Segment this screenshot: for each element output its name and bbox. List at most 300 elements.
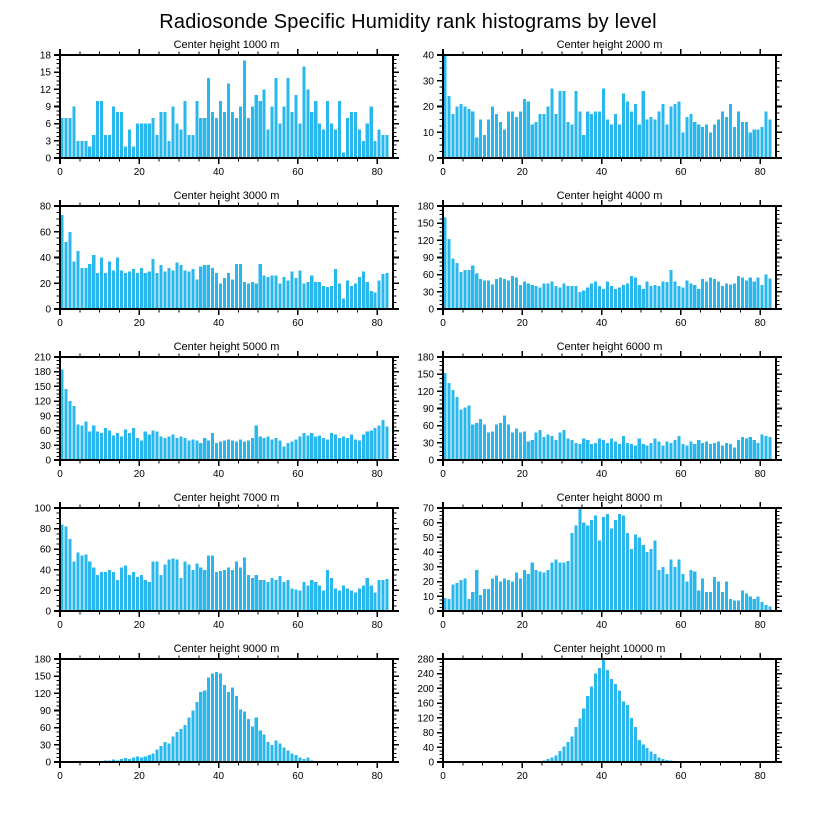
bar: [685, 280, 688, 309]
bar: [191, 711, 194, 763]
bar: [650, 549, 653, 611]
bar: [326, 101, 329, 158]
y-tick-label: 80: [422, 728, 434, 740]
bar: [84, 554, 87, 611]
bar: [761, 285, 764, 309]
bar: [152, 431, 155, 460]
bar: [350, 286, 353, 309]
bar: [322, 286, 325, 309]
bar: [215, 572, 218, 611]
bar: [275, 740, 278, 762]
y-tick-label: 3: [45, 136, 51, 148]
bar: [322, 438, 325, 460]
bar: [594, 515, 597, 611]
bar: [558, 562, 561, 611]
bar: [614, 520, 617, 611]
bar: [227, 439, 230, 460]
x-tick-label: 40: [213, 620, 225, 631]
bar: [626, 443, 629, 460]
bar: [673, 567, 676, 611]
bar: [590, 520, 593, 611]
bar: [578, 112, 581, 158]
bar: [148, 435, 151, 461]
bar: [374, 292, 377, 309]
bar: [570, 286, 573, 309]
bar: [515, 278, 518, 309]
bar: [479, 595, 482, 611]
plot-frame: [443, 659, 776, 762]
bar: [721, 286, 724, 309]
bar: [570, 125, 573, 158]
bar: [551, 562, 554, 611]
bar: [370, 107, 373, 159]
bar: [606, 443, 609, 460]
bar: [606, 119, 609, 158]
subplot-title: Center height 10000 m: [553, 643, 666, 655]
bar: [646, 748, 649, 762]
minor-ticks: [57, 52, 397, 162]
bar: [271, 107, 274, 159]
bar: [511, 582, 514, 611]
bar: [717, 119, 720, 158]
bar: [144, 273, 147, 309]
bar: [499, 582, 502, 611]
bar: [554, 286, 557, 309]
bar: [259, 264, 262, 309]
bar: [701, 443, 704, 460]
bar: [543, 437, 546, 460]
bar: [255, 717, 258, 762]
x-tick-label: 60: [292, 167, 304, 178]
bar: [207, 555, 210, 611]
bar: [638, 125, 641, 158]
bar: [586, 287, 589, 309]
bar: [554, 440, 557, 460]
histogram-plot: [0, 490, 408, 641]
bar: [104, 428, 107, 460]
bar: [76, 141, 79, 158]
bar: [338, 101, 341, 158]
bar: [199, 267, 202, 309]
bar: [267, 129, 270, 158]
bar: [64, 527, 67, 611]
bar: [152, 562, 155, 611]
bar: [677, 560, 680, 612]
bar: [282, 446, 285, 460]
bar: [598, 438, 601, 460]
bar: [443, 598, 446, 611]
bar: [594, 443, 597, 460]
bar: [72, 406, 75, 460]
bar: [267, 742, 270, 762]
subplot-center-height-8000-m: [408, 490, 816, 641]
minor-ticks: [57, 354, 397, 464]
minor-ticks: [440, 656, 780, 766]
bar: [124, 566, 127, 611]
bar: [650, 443, 653, 460]
bar: [366, 124, 369, 158]
bar: [168, 744, 171, 762]
bar: [318, 435, 321, 460]
bar: [187, 565, 190, 611]
bar: [247, 575, 250, 611]
bar: [342, 436, 345, 460]
bar: [558, 751, 561, 762]
bar: [558, 91, 561, 158]
histogram-plot: [408, 339, 816, 490]
bar: [124, 147, 127, 158]
bar: [326, 287, 329, 309]
bar: [515, 429, 518, 460]
y-tick-label: 0: [428, 455, 434, 467]
y-tick-label: 0: [45, 153, 51, 165]
bar: [263, 89, 266, 158]
bar: [378, 281, 381, 309]
bar: [124, 273, 127, 309]
bar: [467, 270, 470, 309]
subplot-title: Center height 6000 m: [556, 341, 663, 353]
bar: [271, 439, 274, 460]
bar: [183, 725, 186, 762]
bar: [318, 124, 321, 158]
bar: [370, 431, 373, 460]
y-tick-label: 60: [39, 544, 51, 556]
bar: [255, 283, 258, 309]
x-tick-label: 40: [213, 469, 225, 480]
bar: [447, 239, 450, 309]
bar: [124, 430, 127, 460]
bar: [386, 579, 389, 611]
bar: [610, 679, 613, 762]
bar: [294, 755, 297, 762]
bar: [267, 277, 270, 309]
bar: [475, 137, 478, 158]
x-tick-label: 80: [371, 469, 383, 480]
bar: [156, 135, 159, 158]
bar: [665, 282, 668, 309]
bar: [547, 107, 550, 159]
bar: [215, 443, 218, 460]
bar: [685, 582, 688, 611]
bars: [443, 508, 771, 611]
minor-ticks: [57, 656, 397, 766]
bar: [646, 282, 649, 309]
bar: [302, 433, 305, 460]
bar: [741, 278, 744, 309]
bar: [223, 685, 226, 762]
bar: [338, 283, 341, 309]
bar: [590, 687, 593, 762]
bar: [92, 255, 95, 309]
bar: [164, 272, 167, 309]
bar: [523, 431, 526, 460]
y-tick-label: 90: [422, 253, 434, 264]
bar: [769, 119, 772, 158]
bar: [370, 291, 373, 309]
bar: [630, 444, 633, 460]
bar: [634, 278, 637, 309]
bar: [72, 107, 75, 159]
bar: [183, 562, 186, 611]
subplot-title: Center height 3000 m: [173, 190, 280, 202]
bar: [334, 269, 337, 309]
bar: [136, 124, 139, 158]
y-tick-label: 0: [45, 304, 51, 316]
x-tick-label: 80: [371, 620, 383, 631]
bar: [610, 286, 613, 309]
bar: [662, 446, 665, 460]
bar: [741, 437, 744, 460]
y-tick-label: 6: [45, 119, 51, 131]
bar: [733, 601, 736, 611]
x-tick-label: 40: [596, 771, 608, 782]
y-tick-label: 70: [422, 503, 434, 515]
y-tick-label: 9: [45, 102, 51, 113]
bar: [642, 545, 645, 611]
bar: [507, 580, 510, 611]
minor-ticks: [440, 354, 780, 464]
y-tick-label: 30: [422, 76, 434, 88]
bar: [709, 132, 712, 158]
bar: [713, 125, 716, 158]
subplot-title: Center height 2000 m: [556, 39, 663, 51]
bar: [191, 439, 194, 460]
bar: [207, 265, 210, 309]
x-tick-label: 20: [516, 318, 528, 329]
bar: [507, 112, 510, 158]
bar: [669, 107, 672, 159]
bar: [156, 273, 159, 309]
bar: [654, 285, 657, 309]
bar: [495, 576, 498, 611]
bar: [693, 285, 696, 309]
bar: [463, 107, 466, 159]
bar: [634, 727, 637, 762]
bar: [92, 135, 95, 158]
bar: [547, 434, 550, 460]
bar: [310, 112, 313, 158]
bar: [673, 440, 676, 460]
bar: [471, 592, 474, 611]
bar: [757, 596, 760, 611]
bar: [566, 561, 569, 611]
bar: [243, 557, 246, 611]
x-tick-label: 80: [754, 771, 766, 782]
bars: [60, 61, 388, 158]
bar: [677, 286, 680, 309]
bar: [160, 746, 163, 762]
bar: [251, 578, 254, 611]
bar: [467, 406, 470, 460]
bar: [366, 578, 369, 611]
bar: [451, 114, 454, 158]
bar: [463, 407, 466, 460]
bar: [483, 425, 486, 460]
bar: [483, 280, 486, 309]
bar: [483, 135, 486, 158]
bar: [148, 124, 151, 158]
bar: [100, 572, 103, 611]
bar: [733, 283, 736, 309]
bar: [152, 753, 155, 762]
bar: [630, 112, 633, 158]
bar: [622, 436, 625, 460]
y-tick-label: 150: [417, 218, 434, 230]
bar: [590, 444, 593, 460]
bar: [578, 292, 581, 309]
bar: [737, 276, 740, 309]
bar: [681, 574, 684, 611]
x-tick-label: 80: [754, 469, 766, 480]
bar: [136, 273, 139, 309]
bar: [685, 446, 688, 460]
bar: [618, 125, 621, 158]
bar: [471, 425, 474, 460]
bar: [729, 599, 732, 611]
bar: [669, 443, 672, 460]
y-tick-label: 40: [422, 742, 434, 754]
bar: [527, 283, 530, 309]
bar: [243, 712, 246, 762]
bar: [610, 529, 613, 611]
bar: [342, 585, 345, 611]
bar: [362, 141, 365, 158]
bar: [511, 433, 514, 460]
bar: [187, 135, 190, 158]
bar: [662, 104, 665, 158]
bar: [60, 369, 63, 460]
bar: [207, 440, 210, 460]
x-tick-label: 60: [675, 771, 687, 782]
bar: [729, 444, 732, 460]
bar: [539, 571, 542, 611]
bar: [382, 580, 385, 611]
bar: [725, 582, 728, 611]
bar: [68, 232, 71, 309]
bar: [171, 270, 174, 309]
y-tick-label: 0: [45, 757, 51, 769]
bar: [523, 282, 526, 309]
bar: [769, 437, 772, 460]
bar: [689, 283, 692, 309]
bar: [271, 276, 274, 309]
bar: [602, 440, 605, 460]
minor-ticks: [440, 505, 780, 615]
x-tick-label: 20: [133, 620, 145, 631]
bar: [499, 278, 502, 309]
y-tick-label: 210: [34, 352, 51, 364]
bar: [622, 94, 625, 158]
bar: [582, 709, 585, 762]
y-tick-label: 90: [39, 411, 51, 423]
bar: [709, 444, 712, 460]
bar: [354, 283, 357, 309]
subplot-center-height-4000-m: [408, 188, 816, 339]
bar: [275, 276, 278, 309]
y-tick-label: 180: [417, 201, 434, 213]
bar: [507, 280, 510, 309]
bar: [195, 440, 198, 460]
y-tick-label: 40: [39, 253, 51, 264]
bar: [705, 125, 708, 158]
major-ticks: [54, 653, 399, 768]
bar: [689, 442, 692, 460]
bar: [531, 125, 534, 158]
bar: [290, 112, 293, 158]
bar: [275, 580, 278, 611]
bar: [136, 577, 139, 611]
bar: [757, 443, 760, 460]
bar: [665, 442, 668, 460]
x-tick-label: 80: [371, 318, 383, 329]
bar: [761, 434, 764, 460]
bar: [642, 744, 645, 762]
bar: [594, 674, 597, 762]
bar: [602, 659, 605, 762]
bar: [705, 592, 708, 611]
bar: [334, 129, 337, 158]
bar: [654, 754, 657, 762]
x-tick-label: 20: [133, 318, 145, 329]
bar: [255, 575, 258, 611]
bar: [443, 373, 446, 460]
bar: [570, 533, 573, 611]
y-tick-label: 20: [39, 278, 51, 290]
bar: [199, 118, 202, 158]
bar: [491, 431, 494, 460]
bar: [168, 268, 171, 309]
x-tick-label: 0: [440, 167, 446, 178]
bar: [271, 578, 274, 611]
bar: [551, 88, 554, 158]
bar: [606, 670, 609, 762]
bar: [267, 582, 270, 611]
bar: [148, 272, 151, 309]
bar: [551, 282, 554, 309]
bar: [136, 438, 139, 460]
bar: [463, 270, 466, 309]
bar: [179, 129, 182, 158]
histogram-plot: [408, 188, 816, 339]
bar: [455, 107, 458, 159]
bar: [187, 717, 190, 762]
bar: [618, 444, 621, 460]
bar: [737, 112, 740, 158]
bar: [658, 286, 661, 309]
y-tick-label: 40: [422, 50, 434, 62]
bar: [467, 109, 470, 158]
y-tick-label: 100: [34, 503, 51, 515]
bar: [523, 99, 526, 158]
bar: [195, 101, 198, 158]
y-tick-label: 12: [39, 84, 51, 96]
bar: [267, 436, 270, 460]
bar: [310, 433, 313, 460]
bar: [547, 283, 550, 309]
bar: [487, 119, 490, 158]
bar: [203, 265, 206, 309]
bar: [681, 444, 684, 460]
bar: [164, 438, 167, 460]
bar: [290, 588, 293, 611]
y-tick-label: 0: [45, 455, 51, 467]
bar: [447, 383, 450, 460]
bar: [562, 562, 565, 611]
bar: [104, 135, 107, 158]
bar: [459, 104, 462, 158]
bar: [179, 729, 182, 762]
x-tick-label: 80: [754, 620, 766, 631]
